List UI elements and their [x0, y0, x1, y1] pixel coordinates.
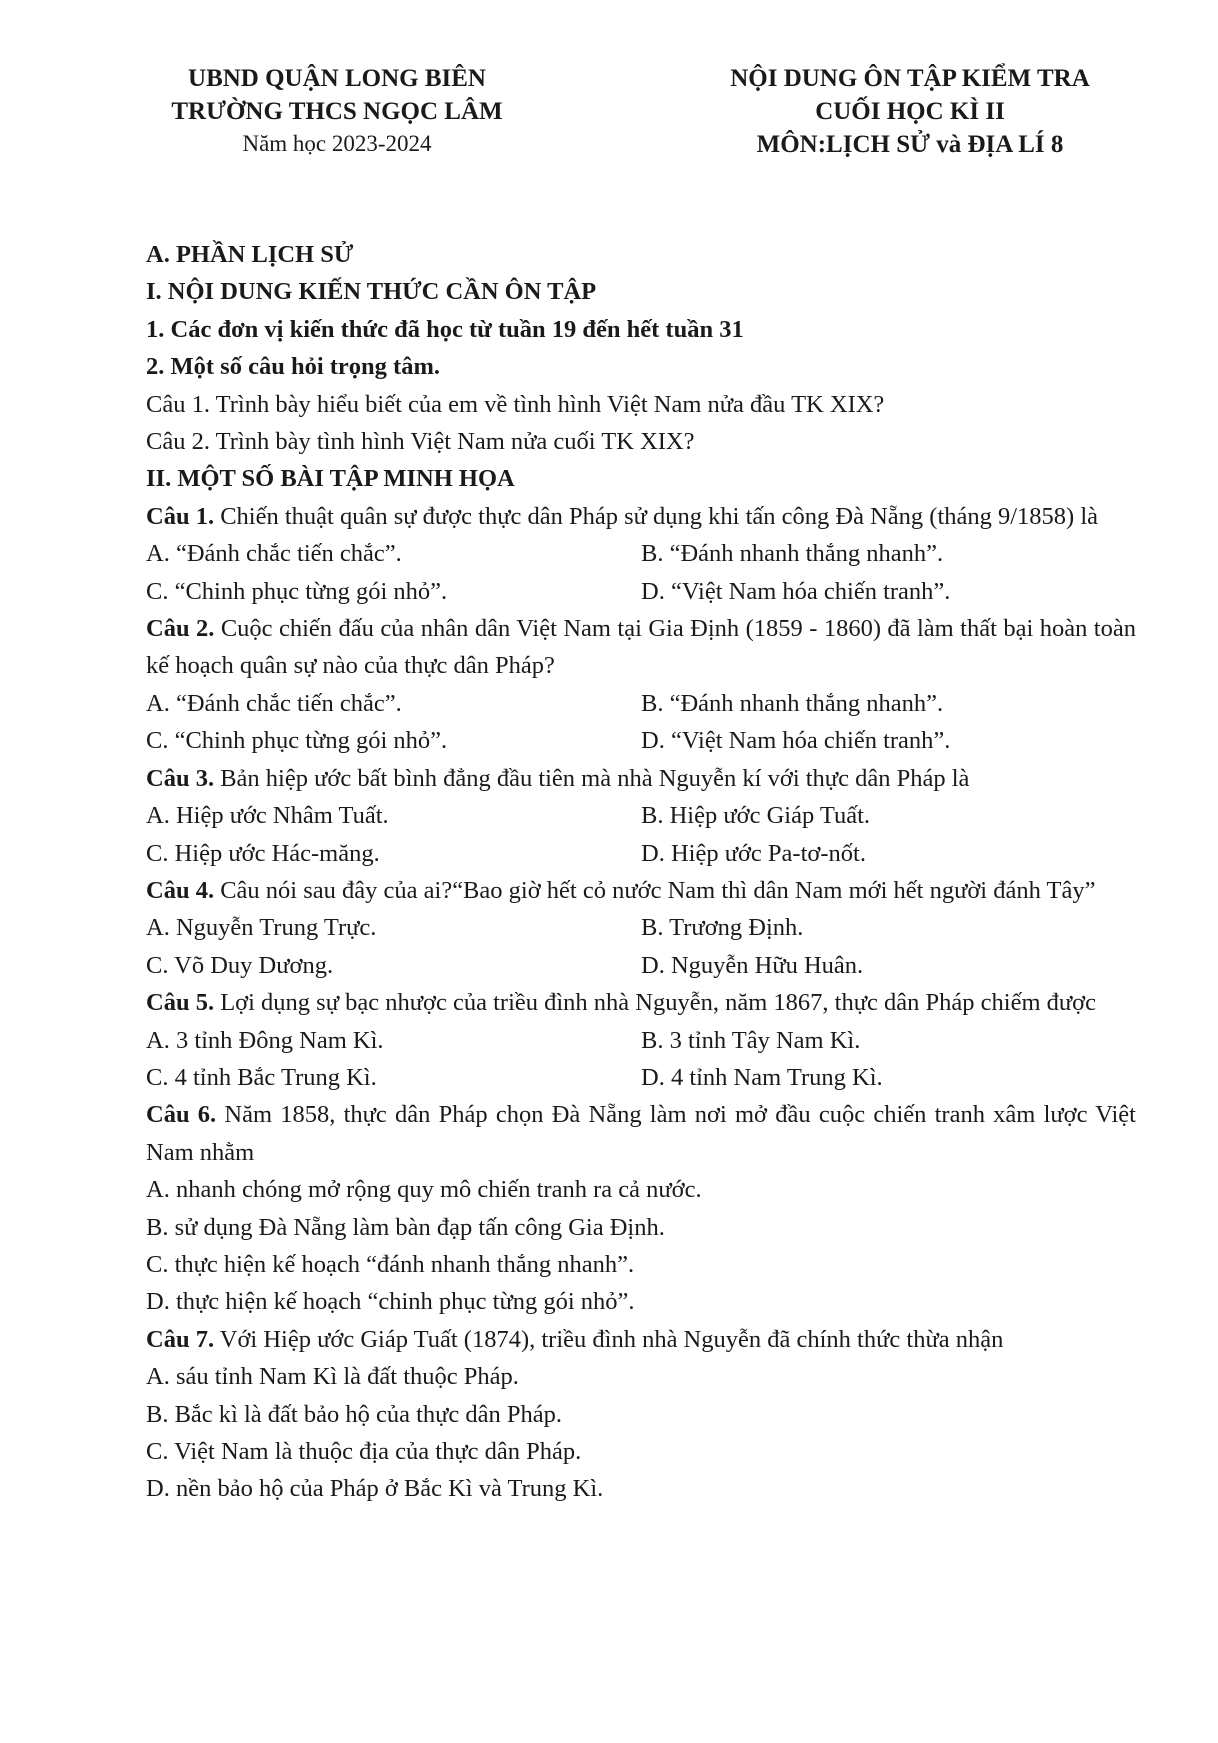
question-text: Với Hiệp ước Giáp Tuất (1874), triều đình nhà Nguyễn đã chính thức thừa nhận	[214, 1325, 1004, 1353]
item-1-heading: 1. Các đơn vị kiến thức đã học từ tuần 19 đến hết tuần 31	[146, 315, 744, 343]
question-text: Cuộc chiến đấu của nhân dân Việt Nam tại Gia Định (1859 - 1860) đã làm thất bại hoàn toàn kế hoạch quân sự nào của thực dân Pháp?	[146, 615, 1136, 680]
answer-option: A. Nguyễn Trung Trực.	[146, 914, 377, 942]
answer-option: A. 3 tỉnh Đông Nam Kì.	[146, 1026, 384, 1054]
answer-option: C. Hiệp ước Hác-măng.	[146, 839, 380, 867]
doc-title: NỘI DUNG ÔN TẬP KIỂM TRA	[730, 65, 1090, 92]
answer-option: B. Bắc kì là đất bảo hộ của thực dân Pháp.	[146, 1400, 563, 1428]
question-label: Câu 6.	[146, 1101, 217, 1129]
doc-subject: MÔN:LỊCH SỬ và ĐỊA LÍ 8	[756, 131, 1064, 158]
question-label: Câu 5.	[146, 989, 215, 1017]
answer-row	[146, 535, 1136, 572]
answer-row	[146, 1059, 1136, 1096]
question-text: Bản hiệp ước bất bình đẳng đầu tiên mà nhà Nguyễn kí với thực dân Pháp là	[214, 764, 970, 792]
answer-row	[146, 573, 1136, 610]
answer-option: D. Hiệp ước Pa-tơ-nốt.	[641, 839, 866, 867]
answer-row	[146, 835, 1136, 872]
item-2-heading: 2. Một số câu hỏi trọng tâm.	[146, 353, 440, 381]
school-name: TRƯỜNG THCS NGỌC LÂM	[171, 98, 503, 125]
question-label: Câu 1.	[146, 502, 215, 530]
question-text: Năm 1858, thực dân Pháp chọn Đà Nẵng làm nơi mở đầu cuộc chiến tranh xâm lược Việt Nam nhằm	[146, 1101, 1136, 1166]
question-label: Câu 2.	[146, 615, 215, 643]
question-label: Câu 4.	[146, 876, 215, 904]
answer-option: B. Hiệp ước Giáp Tuất.	[641, 802, 871, 830]
answer-option: A. “Đánh chắc tiến chắc”.	[146, 540, 402, 568]
question-4	[146, 872, 1136, 909]
question-1	[146, 498, 1136, 535]
answer-option: A. “Đánh chắc tiến chắc”.	[146, 689, 402, 717]
answer-option: D. Nguyễn Hữu Huân.	[641, 951, 864, 979]
answer-option: C. Việt Nam là thuộc địa của thực dân Pháp.	[146, 1438, 582, 1465]
key-question-1: Câu 1. Trình bày hiểu biết của em về tình hình Việt Nam nửa đầu TK XIX?	[146, 390, 885, 418]
doc-term: CUỐI HỌC KÌ II	[815, 98, 1005, 125]
answer-row	[146, 1022, 1136, 1059]
district-name: UBND QUẬN LONG BIÊN	[188, 65, 486, 92]
document-body	[146, 236, 1136, 1508]
answer-option: D. “Việt Nam hóa chiến tranh”.	[641, 577, 951, 605]
answer-option: D. “Việt Nam hóa chiến tranh”.	[641, 727, 951, 755]
answer-option: C. “Chinh phục từng gói nhỏ”.	[146, 727, 448, 755]
question-label: Câu 3.	[146, 764, 215, 792]
part-a-heading: A. PHẦN LỊCH SỬ	[146, 241, 354, 268]
answer-option: B. 3 tỉnh Tây Nam Kì.	[641, 1026, 861, 1054]
answer-option: B. sử dụng Đà Nẵng làm bàn đạp tấn công Gia Định.	[146, 1213, 665, 1241]
answer-row	[146, 685, 1136, 722]
question-text: Lợi dụng sự bạc nhược của triều đình nhà Nguyễn, năm 1867, thực dân Pháp chiếm được	[214, 989, 1096, 1017]
key-question-2: Câu 2. Trình bày tình hình Việt Nam nửa cuối TK XIX?	[146, 428, 695, 456]
header-right	[680, 62, 1140, 161]
answer-option: C. 4 tỉnh Bắc Trung Kì.	[146, 1063, 377, 1091]
answer-option: D. 4 tỉnh Nam Trung Kì.	[641, 1063, 883, 1091]
answer-row	[146, 947, 1136, 984]
section-ii-heading: II. MỘT SỐ BÀI TẬP MINH HỌA	[146, 465, 515, 493]
school-year: Năm học 2023-2024	[242, 131, 432, 156]
question-2	[146, 610, 1136, 685]
question-6	[146, 1096, 1136, 1171]
answer-option: A. nhanh chóng mở rộng quy mô chiến tranh ra cả nước.	[146, 1176, 702, 1204]
answer-row	[146, 797, 1136, 834]
question-label: Câu 7.	[146, 1325, 215, 1353]
answer-option: C. Võ Duy Dương.	[146, 951, 334, 979]
question-5	[146, 984, 1136, 1021]
answer-option: B. Trương Định.	[641, 914, 804, 942]
header-left	[120, 62, 554, 160]
answer-option: D. nền bảo hộ của Pháp ở Bắc Kì và Trung Kì.	[146, 1475, 604, 1503]
answer-option: A. Hiệp ước Nhâm Tuất.	[146, 802, 389, 830]
question-3	[146, 760, 1136, 797]
question-7	[146, 1321, 1136, 1358]
answer-option: C. thực hiện kế hoạch “đánh nhanh thắng nhanh”.	[146, 1250, 635, 1278]
question-text: Chiến thuật quân sự được thực dân Pháp sử dụng khi tấn công Đà Nẵng (tháng 9/1858) là	[214, 502, 1099, 530]
question-text: Câu nói sau đây của ai?“Bao giờ hết cỏ nước Nam thì dân Nam mới hết người đánh Tây”	[214, 876, 1096, 904]
answer-row	[146, 722, 1136, 759]
answer-option: B. “Đánh nhanh thắng nhanh”.	[641, 540, 944, 568]
answer-option: A. sáu tỉnh Nam Kì là đất thuộc Pháp.	[146, 1363, 519, 1391]
answer-row	[146, 909, 1136, 946]
section-i-heading: I. NỘI DUNG KIẾN THỨC CẦN ÔN TẬP	[146, 278, 597, 306]
answer-option: C. “Chinh phục từng gói nhỏ”.	[146, 577, 448, 605]
answer-option: D. thực hiện kế hoạch “chinh phục từng gói nhỏ”.	[146, 1288, 635, 1316]
answer-option: B. “Đánh nhanh thắng nhanh”.	[641, 689, 944, 717]
